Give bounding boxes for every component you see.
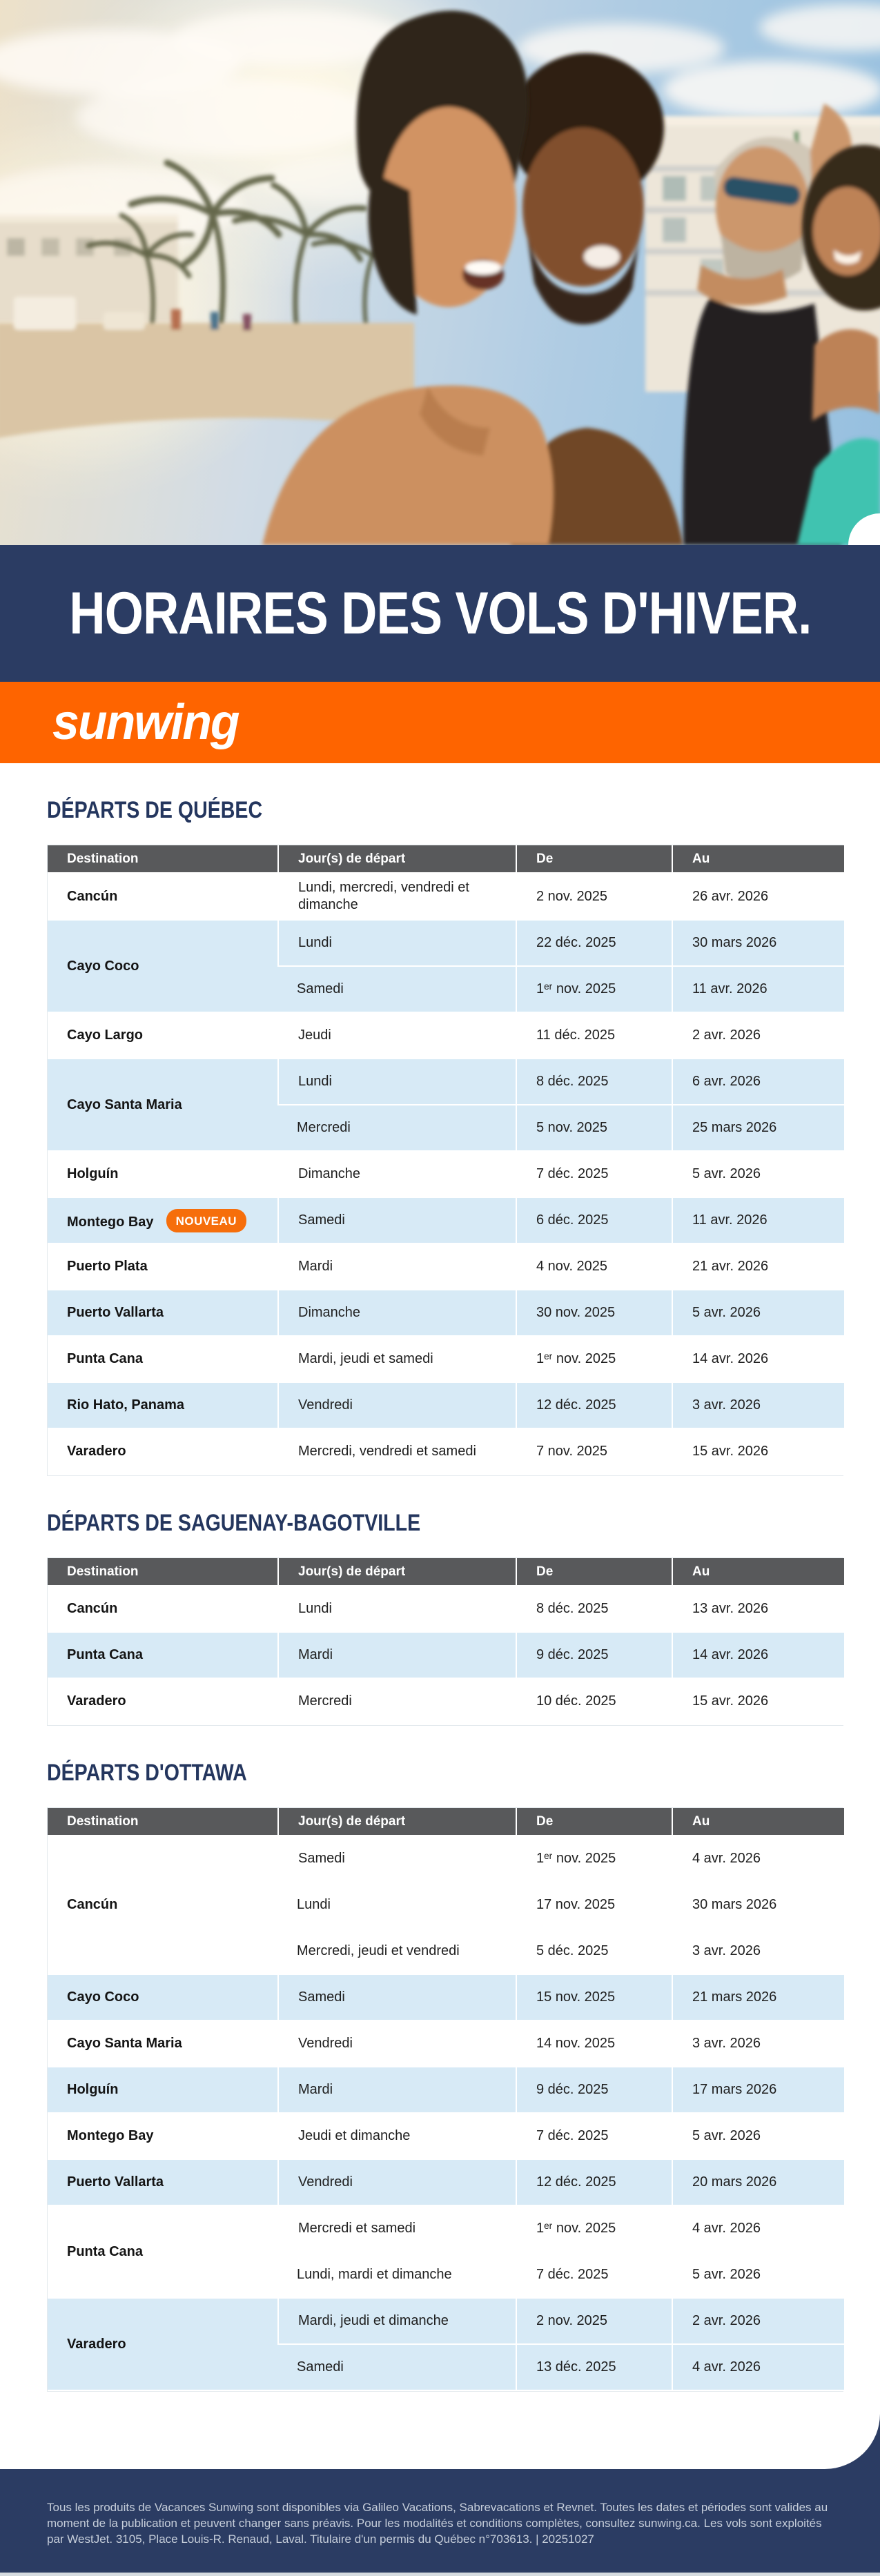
- schedule-table-wrap: [47, 845, 843, 1476]
- destination-cell: [48, 2206, 277, 2299]
- destination-cell: [48, 874, 277, 921]
- table-row: [48, 2206, 844, 2252]
- table-row: [48, 1383, 844, 1429]
- schedule-table-wrap: [47, 1557, 843, 1726]
- destination-label: Cayo Coco: [67, 958, 139, 974]
- table-row: [48, 2021, 844, 2067]
- date-to-cell: 6 avr. 2026: [672, 1059, 844, 1105]
- destination-cell: [48, 2021, 277, 2067]
- section-heading: DÉPARTS DE QUÉBEC: [47, 797, 263, 823]
- date-from-cell: 5 déc. 2025: [516, 1929, 672, 1975]
- column-header: De: [516, 845, 672, 874]
- table-row: [48, 2160, 844, 2206]
- table-row: [48, 1337, 844, 1383]
- table-row: [48, 1013, 844, 1059]
- date-to-cell: 15 avr. 2026: [672, 1679, 844, 1725]
- logo-banner: [0, 682, 880, 763]
- days-cell: Jeudi et dimanche: [277, 2114, 516, 2160]
- date-from-cell: 1ᵉʳ nov. 2025: [516, 1337, 672, 1383]
- date-to-cell: 26 avr. 2026: [672, 874, 844, 921]
- section-heading: DÉPARTS DE SAGUENAY-BAGOTVILLE: [47, 1510, 421, 1536]
- table-row: [48, 874, 844, 921]
- days-cell: Samedi: [277, 1198, 516, 1244]
- days-cell: Mardi: [277, 1244, 516, 1290]
- date-to-cell: 5 avr. 2026: [672, 1290, 844, 1337]
- days-cell: Mardi: [277, 2067, 516, 2114]
- date-from-cell: 2 nov. 2025: [516, 2299, 672, 2345]
- footer-curve: [0, 2414, 880, 2469]
- rounded-corner-cut: [0, 2414, 880, 2469]
- destination-label: Punta Cana: [67, 2243, 144, 2259]
- destination-label: Punta Cana: [67, 1647, 144, 1662]
- destination-cell: [48, 1013, 277, 1059]
- destination-label: Puerto Plata: [67, 1259, 148, 1274]
- days-cell: Mercredi: [277, 1679, 516, 1725]
- header-row: [48, 1558, 844, 1586]
- destination-cell: [48, 2299, 277, 2391]
- date-to-cell: 30 mars 2026: [672, 1882, 844, 1929]
- days-cell: Mercredi, vendredi et samedi: [277, 1429, 516, 1475]
- date-to-cell: 5 avr. 2026: [672, 1152, 844, 1198]
- destination-cell: [48, 2114, 277, 2160]
- nouveau-badge: NOUVEAU: [166, 1209, 247, 1232]
- date-to-cell: 17 mars 2026: [672, 2067, 844, 2114]
- footer-gap: [0, 2401, 880, 2414]
- destination-cell: [48, 1337, 277, 1383]
- days-cell: Lundi: [277, 1586, 516, 1633]
- departures-section: [47, 796, 843, 1476]
- date-from-cell: 8 déc. 2025: [516, 1059, 672, 1105]
- column-header: Au: [672, 845, 844, 874]
- sunwing-logo: sunwing: [52, 695, 239, 750]
- date-to-cell: 4 avr. 2026: [672, 2206, 844, 2252]
- table-row: [48, 1586, 844, 1633]
- table-row: [48, 2114, 844, 2160]
- date-from-cell: 12 déc. 2025: [516, 1383, 672, 1429]
- table-row: [48, 1059, 844, 1105]
- date-to-cell: 3 avr. 2026: [672, 1383, 844, 1429]
- date-to-cell: 13 avr. 2026: [672, 1586, 844, 1633]
- days-cell: Samedi: [277, 2345, 516, 2391]
- date-to-cell: 14 avr. 2026: [672, 1337, 844, 1383]
- flight-schedules: [47, 796, 843, 2401]
- hero-photo: [0, 0, 880, 545]
- date-from-cell: 12 déc. 2025: [516, 2160, 672, 2206]
- bottom-strip: [0, 2573, 880, 2576]
- date-from-cell: 30 nov. 2025: [516, 1290, 672, 1337]
- date-from-cell: 1ᵉʳ nov. 2025: [516, 967, 672, 1013]
- schedule-table-wrap: [47, 1807, 843, 2392]
- days-cell: Lundi: [277, 1882, 516, 1929]
- date-from-cell: 14 nov. 2025: [516, 2021, 672, 2067]
- section-heading: DÉPARTS D'OTTAWA: [47, 1760, 247, 1786]
- date-to-cell: 25 mars 2026: [672, 1105, 844, 1152]
- destination-cell: [48, 1429, 277, 1475]
- column-header: Destination: [48, 1808, 277, 1836]
- date-from-cell: 22 déc. 2025: [516, 921, 672, 967]
- title-banner: [0, 545, 880, 682]
- table-row: [48, 1679, 844, 1725]
- page-title: HORAIRES DES VOLS D'HIVER.: [68, 580, 812, 647]
- days-cell: Vendredi: [277, 2160, 516, 2206]
- table-row: [48, 1244, 844, 1290]
- header-row: [48, 1808, 844, 1836]
- destination-label: Cancún: [67, 1897, 118, 1912]
- destination-label: Puerto Vallarta: [67, 1305, 164, 1320]
- days-cell: Mercredi, jeudi et vendredi: [277, 1929, 516, 1975]
- date-from-cell: 7 déc. 2025: [516, 1152, 672, 1198]
- date-to-cell: 11 avr. 2026: [672, 967, 844, 1013]
- column-header: De: [516, 1558, 672, 1586]
- days-cell: Vendredi: [277, 1383, 516, 1429]
- date-from-cell: 1ᵉʳ nov. 2025: [516, 2206, 672, 2252]
- days-cell: Mardi, jeudi et dimanche: [277, 2299, 516, 2345]
- schedule-table: [48, 1558, 844, 1725]
- destination-cell: [48, 1975, 277, 2021]
- destination-cell: [48, 1679, 277, 1725]
- destination-label: Cancún: [67, 1601, 118, 1616]
- destination-label: Cayo Coco: [67, 1989, 139, 2005]
- days-cell: Samedi: [277, 1836, 516, 1882]
- days-cell: Dimanche: [277, 1152, 516, 1198]
- date-to-cell: 21 mars 2026: [672, 1975, 844, 2021]
- date-from-cell: 9 déc. 2025: [516, 2067, 672, 2114]
- days-cell: Lundi: [277, 921, 516, 967]
- destination-cell: [48, 921, 277, 1013]
- date-from-cell: 7 déc. 2025: [516, 2114, 672, 2160]
- table-row: [48, 1836, 844, 1882]
- date-to-cell: 14 avr. 2026: [672, 1633, 844, 1679]
- table-row: [48, 2299, 844, 2345]
- schedule-table: [48, 845, 844, 1475]
- column-header: Jour(s) de départ: [277, 845, 516, 874]
- column-header: Au: [672, 1558, 844, 1586]
- date-from-cell: 9 déc. 2025: [516, 1633, 672, 1679]
- date-from-cell: 11 déc. 2025: [516, 1013, 672, 1059]
- departures-section: [47, 1509, 843, 1726]
- date-to-cell: 30 mars 2026: [672, 921, 844, 967]
- date-from-cell: 13 déc. 2025: [516, 2345, 672, 2391]
- destination-label: Holguín: [67, 2082, 119, 2097]
- days-cell: Mardi: [277, 1633, 516, 1679]
- date-from-cell: 10 déc. 2025: [516, 1679, 672, 1725]
- days-cell: Mercredi: [277, 1105, 516, 1152]
- date-from-cell: 1ᵉʳ nov. 2025: [516, 1836, 672, 1882]
- table-row: [48, 1633, 844, 1679]
- destination-cell: [48, 1586, 277, 1633]
- destination-cell: [48, 1198, 277, 1244]
- destination-cell: [48, 1152, 277, 1198]
- days-cell: Dimanche: [277, 1290, 516, 1337]
- destination-label: Cancún: [67, 888, 118, 904]
- destination-label: Montego Bay: [67, 1214, 154, 1230]
- date-from-cell: 6 déc. 2025: [516, 1198, 672, 1244]
- days-cell: Mardi, jeudi et samedi: [277, 1337, 516, 1383]
- column-header: Destination: [48, 1558, 277, 1586]
- destination-label: Cayo Santa Maria: [67, 1097, 182, 1112]
- date-to-cell: 15 avr. 2026: [672, 1429, 844, 1475]
- table-row: [48, 921, 844, 967]
- days-cell: Lundi, mercredi, vendredi et dimanche: [277, 874, 516, 921]
- date-from-cell: 15 nov. 2025: [516, 1975, 672, 2021]
- destination-cell: [48, 1244, 277, 1290]
- days-cell: Lundi, mardi et dimanche: [277, 2252, 516, 2299]
- date-from-cell: 7 nov. 2025: [516, 1429, 672, 1475]
- legal-footer: [0, 2469, 880, 2573]
- date-to-cell: 5 avr. 2026: [672, 2252, 844, 2299]
- table-row: [48, 1152, 844, 1198]
- table-row: [48, 2067, 844, 2114]
- column-header: Jour(s) de départ: [277, 1558, 516, 1586]
- destination-label: Cayo Santa Maria: [67, 2036, 182, 2051]
- destination-cell: [48, 1633, 277, 1679]
- date-to-cell: 21 avr. 2026: [672, 1244, 844, 1290]
- destination-cell: [48, 2160, 277, 2206]
- schedule-table: [48, 1808, 844, 2391]
- column-header: Jour(s) de départ: [277, 1808, 516, 1836]
- column-header: De: [516, 1808, 672, 1836]
- destination-cell: [48, 1836, 277, 1975]
- column-header: Au: [672, 1808, 844, 1836]
- date-to-cell: 4 avr. 2026: [672, 2345, 844, 2391]
- date-to-cell: 4 avr. 2026: [672, 1836, 844, 1882]
- date-from-cell: 4 nov. 2025: [516, 1244, 672, 1290]
- header-row: [48, 845, 844, 874]
- table-row: [48, 1429, 844, 1475]
- destination-cell: [48, 1059, 277, 1152]
- destination-label: Montego Bay: [67, 2128, 154, 2143]
- date-to-cell: 2 avr. 2026: [672, 1013, 844, 1059]
- departures-section: [47, 1759, 843, 2392]
- date-to-cell: 20 mars 2026: [672, 2160, 844, 2206]
- days-cell: Samedi: [277, 967, 516, 1013]
- days-cell: Lundi: [277, 1059, 516, 1105]
- destination-label: Cayo Largo: [67, 1028, 144, 1043]
- footer-legal-text: Tous les produits de Vacances Sunwing sont disponibles via Galileo Vacations, Sabrevacations et Revnet. Toutes les dates et périodes sont valides au moment de la publication et peuvent changer sans préavis. Pour les modalités et conditions complètes, consultez sunwing.ca. Les vols sont exploités par WestJet. 3105, Place Louis-R. Renaud, Laval. Titulaire d'un permis du Québec n°703613. | 20251027: [47, 2501, 828, 2546]
- date-from-cell: 17 nov. 2025: [516, 1882, 672, 1929]
- date-from-cell: 8 déc. 2025: [516, 1586, 672, 1633]
- destination-label: Rio Hato, Panama: [67, 1397, 185, 1413]
- column-header: Destination: [48, 845, 277, 874]
- destination-cell: [48, 2067, 277, 2114]
- destination-label: Varadero: [67, 1444, 126, 1459]
- destination-label: Holguín: [67, 1166, 119, 1181]
- destination-label: Punta Cana: [67, 1351, 144, 1366]
- destination-cell: [48, 1383, 277, 1429]
- date-to-cell: 2 avr. 2026: [672, 2299, 844, 2345]
- destination-label: Puerto Vallarta: [67, 2174, 164, 2190]
- days-cell: Jeudi: [277, 1013, 516, 1059]
- table-row: [48, 1975, 844, 2021]
- date-from-cell: 7 déc. 2025: [516, 2252, 672, 2299]
- date-to-cell: 5 avr. 2026: [672, 2114, 844, 2160]
- date-to-cell: 3 avr. 2026: [672, 2021, 844, 2067]
- table-row: [48, 1290, 844, 1337]
- days-cell: Samedi: [277, 1975, 516, 2021]
- destination-label: Varadero: [67, 2336, 126, 2352]
- table-row: [48, 1198, 844, 1244]
- days-cell: Mercredi et samedi: [277, 2206, 516, 2252]
- days-cell: Vendredi: [277, 2021, 516, 2067]
- destination-cell: [48, 1290, 277, 1337]
- date-from-cell: 5 nov. 2025: [516, 1105, 672, 1152]
- date-to-cell: 3 avr. 2026: [672, 1929, 844, 1975]
- hero-beach-scene: [0, 0, 880, 545]
- date-to-cell: 11 avr. 2026: [672, 1198, 844, 1244]
- date-from-cell: 2 nov. 2025: [516, 874, 672, 921]
- destination-label: Varadero: [67, 1693, 126, 1709]
